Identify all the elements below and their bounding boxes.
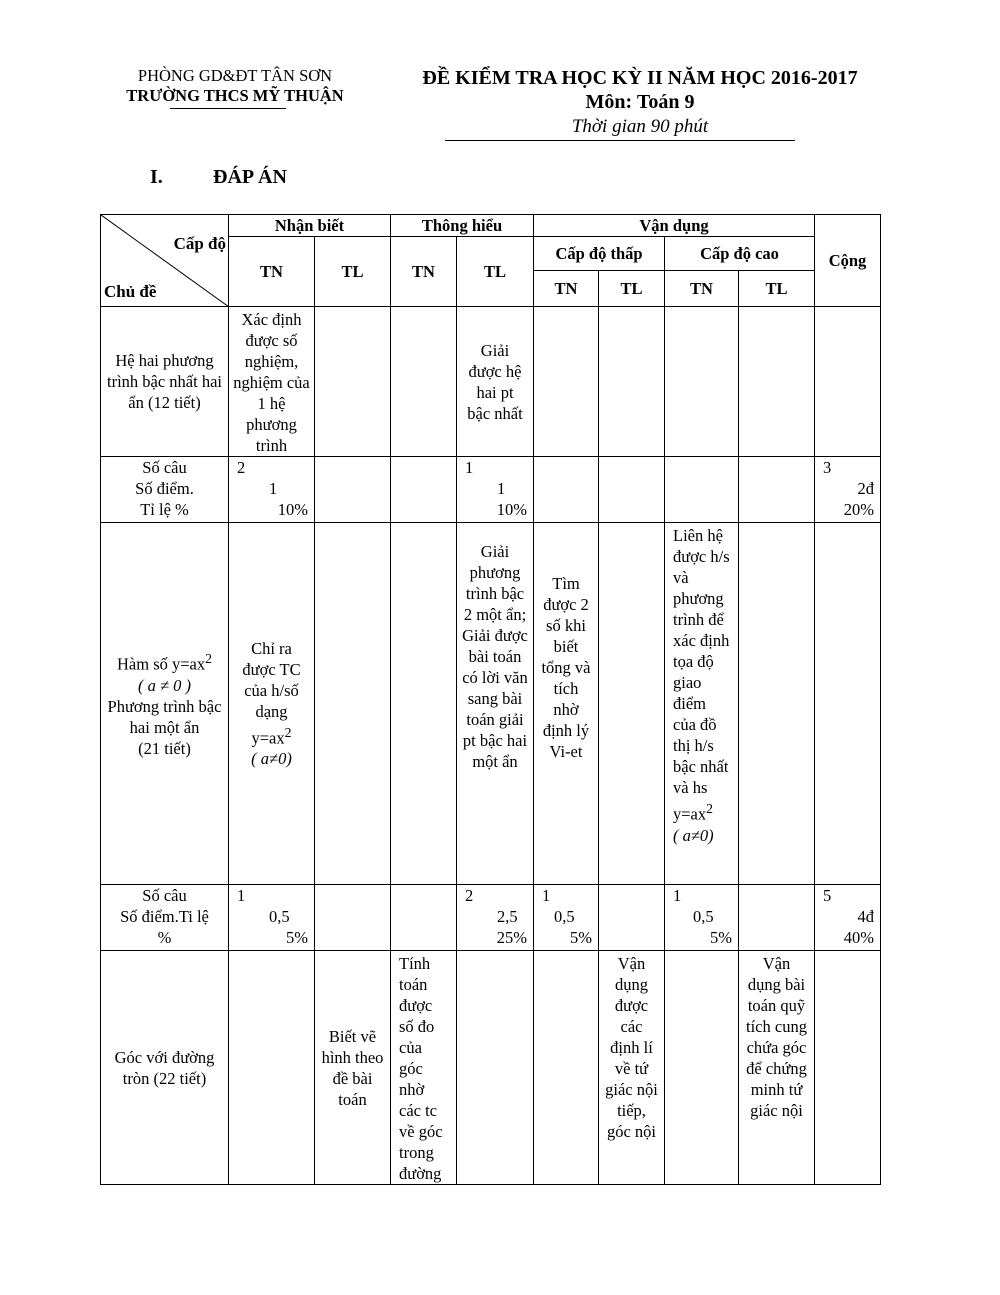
header-high-tl: TL [739, 271, 815, 307]
exam-matrix-table [100, 214, 881, 1185]
header-low-tl: TL [599, 271, 665, 307]
header-understand: Thông hiểu [391, 215, 534, 237]
school-header [100, 66, 370, 106]
header-low-tn: TN [534, 271, 599, 307]
empty-cell [391, 307, 457, 457]
section-title: ĐÁP ÁN [213, 166, 287, 188]
stats-cell [815, 885, 881, 951]
stats-score: 1 [497, 479, 506, 498]
empty-cell [665, 457, 739, 523]
section-heading [150, 166, 287, 189]
empty-cell [739, 523, 815, 885]
stats-percent: 5% [286, 928, 308, 947]
header-nb-tl: TL [315, 237, 391, 307]
school-underline [170, 108, 286, 109]
exam-duration: Thời gian 90 phút [571, 116, 709, 137]
superscript: 2 [284, 724, 292, 740]
stats-score: 2đ [857, 479, 874, 498]
stats-percent: 10% [277, 500, 308, 519]
stats-percent: 10% [496, 500, 527, 519]
corner-topic-label: Chủ đề [104, 282, 157, 301]
empty-cell [599, 523, 665, 885]
duration-underline [445, 140, 795, 141]
stats-score: 4đ [857, 907, 874, 926]
description-text: Liên hệ được h/s và phương trình để xác định tọa độ giao điểm của đồ thị h/s bậc nhất và hs y=ax [673, 526, 730, 824]
topic-text: Hàm số y=ax [117, 654, 206, 674]
stats-count: 1 [465, 458, 474, 477]
stats-score: 2,5 [497, 907, 518, 926]
stats-label: Số điểm. [135, 479, 194, 498]
empty-cell [739, 885, 815, 951]
empty-cell [665, 951, 739, 1185]
stats-count: 2 [237, 458, 246, 477]
empty-cell [815, 523, 881, 885]
stats-percent: 25% [496, 928, 527, 947]
table-row [101, 307, 881, 457]
stats-count: 1 [542, 886, 551, 905]
stats-count: 5 [823, 886, 832, 905]
header-th-tl: TL [457, 237, 534, 307]
stats-cell [229, 457, 315, 523]
empty-cell [739, 307, 815, 457]
stats-count: 3 [823, 458, 832, 477]
stats-count: 1 [673, 886, 682, 905]
exam-subject: Môn: Toán 9 [585, 91, 695, 113]
corner-cell [101, 215, 229, 307]
header-low-level: Cấp độ thấp [534, 237, 665, 271]
empty-cell [815, 307, 881, 457]
empty-cell [599, 457, 665, 523]
empty-cell [599, 885, 665, 951]
stats-label-cell [101, 885, 229, 951]
stats-cell [457, 885, 534, 951]
description-text: Chỉ ra được TC của h/số dạng y=ax [242, 638, 301, 748]
header-total: Cộng [815, 215, 881, 307]
stats-label: Số câu [142, 458, 187, 477]
stats-label: Số câu [142, 886, 187, 905]
stats-score: 0,5 [269, 907, 290, 926]
description-cell: Biết vẽ hình theo đề bài toán [315, 951, 391, 1185]
stats-cell [815, 457, 881, 523]
empty-cell [315, 457, 391, 523]
school-name: TRƯỜNG THCS MỸ THUẬN [126, 86, 344, 105]
topic-cell: Hệ hai phương trình bậc nhất hai ẩn (12 tiết) [101, 307, 229, 457]
stats-count: 2 [465, 886, 474, 905]
description-cell [229, 523, 315, 885]
topic-condition: ( a ≠ 0 ) [137, 675, 192, 695]
description-condition: ( a≠0) [251, 749, 292, 769]
topic-cell: Góc với đường tròn (22 tiết) [101, 951, 229, 1185]
empty-cell [815, 951, 881, 1185]
stats-percent: 20% [843, 500, 874, 519]
empty-cell [315, 523, 391, 885]
empty-cell [534, 457, 599, 523]
empty-cell [391, 885, 457, 951]
department-name: PHÒNG GD&ĐT TÂN SƠN [137, 66, 333, 85]
stats-score: 0,5 [693, 907, 714, 926]
empty-cell [315, 885, 391, 951]
exam-header [390, 66, 890, 140]
description-cell: Giải được hệ hai pt bậc nhất [457, 307, 534, 457]
superscript: 2 [205, 651, 212, 667]
stats-cell [665, 885, 739, 951]
header-recognize: Nhận biết [229, 215, 391, 237]
empty-cell [391, 457, 457, 523]
empty-cell [599, 307, 665, 457]
corner-level-label: Cấp độ [173, 234, 226, 253]
empty-cell [739, 457, 815, 523]
exam-title: ĐỀ KIỂM TRA HỌC KỲ II NĂM HỌC 2016-2017 [422, 67, 858, 89]
header-high-level: Cấp độ cao [665, 237, 815, 271]
empty-cell [457, 951, 534, 1185]
superscript: 2 [706, 801, 714, 816]
header-nb-tn: TN [229, 237, 315, 307]
empty-cell [315, 307, 391, 457]
stats-label: Tỉ lệ % [140, 500, 189, 519]
empty-cell [391, 523, 457, 885]
stats-score: 0,5 [554, 907, 575, 926]
header-th-tn: TN [391, 237, 457, 307]
description-cell: Tìm được 2 số khi biết tổng và tích nhờ định lý Vi-et [534, 523, 599, 885]
empty-cell [534, 307, 599, 457]
section-number: I. [150, 166, 163, 188]
stats-percent: 5% [570, 928, 592, 947]
description-cell [665, 523, 739, 885]
empty-cell [534, 951, 599, 1185]
topic-periods: (21 tiết) [138, 738, 191, 758]
table-row [101, 885, 881, 951]
topic-text: Phương trình bậc hai một ẩn [107, 696, 222, 737]
table-row [101, 523, 881, 885]
stats-percent: 5% [710, 928, 732, 947]
stats-count: 1 [237, 886, 246, 905]
description-condition: ( a≠0) [673, 825, 714, 845]
description-cell: Vận dụng được các định lí về tứ giác nội tiếp, góc nội [599, 951, 665, 1185]
stats-label: % [157, 928, 172, 947]
stats-cell [229, 885, 315, 951]
stats-label: Số điểm.Ti lệ [120, 907, 209, 926]
description-cell: Vận dụng bài toán quỹ tích cung chứa góc để chứng minh tứ giác nội [739, 951, 815, 1185]
stats-cell [457, 457, 534, 523]
description-cell: Xác định được số nghiệm, nghiệm của 1 hệ phương trình [229, 307, 315, 457]
description-cell: Tính toán được số đo của góc nhờ các tc về góc trong đường [391, 951, 457, 1185]
header-apply: Vận dụng [534, 215, 815, 237]
topic-cell [101, 523, 229, 885]
table-row [101, 951, 881, 1185]
description-cell: Giải phương trình bậc 2 một ẩn; Giải được bài toán có lời văn sang bài toán giải pt bậc hai một ẩn [457, 523, 534, 885]
stats-cell [534, 885, 599, 951]
table-row [101, 457, 881, 523]
stats-percent: 40% [843, 928, 874, 947]
empty-cell [229, 951, 315, 1185]
empty-cell [665, 307, 739, 457]
stats-score: 1 [269, 479, 278, 498]
stats-label-cell [101, 457, 229, 523]
header-high-tn: TN [665, 271, 739, 307]
